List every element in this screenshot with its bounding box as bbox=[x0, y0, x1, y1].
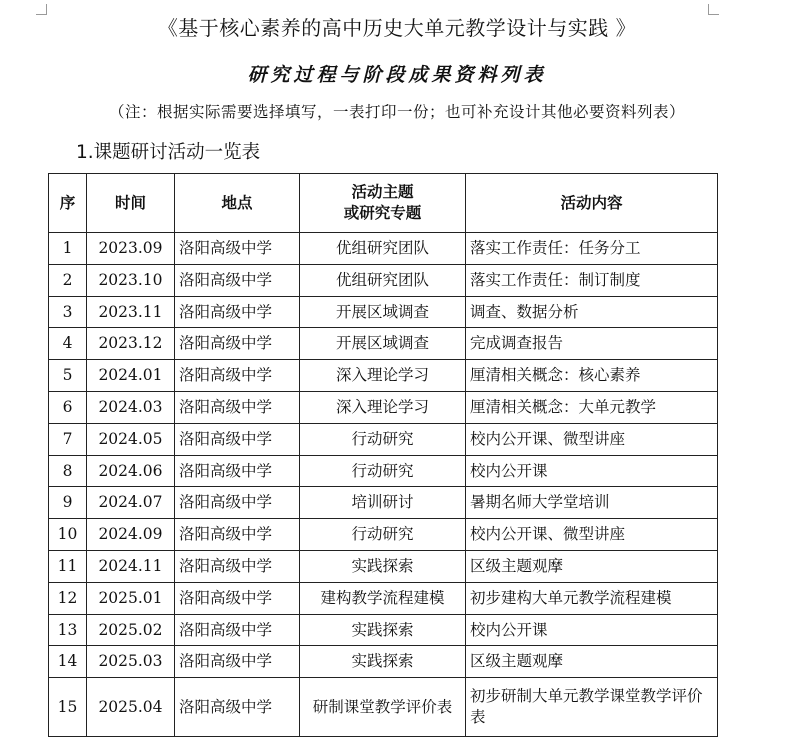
cell-date: 2024.11 bbox=[87, 550, 175, 582]
cell-place: 洛阳高级中学 bbox=[175, 296, 300, 328]
cell-theme: 优组研究团队 bbox=[300, 264, 466, 296]
cell-date: 2024.05 bbox=[87, 423, 175, 455]
cell-content: 调查、数据分析 bbox=[466, 296, 718, 328]
cell-content: 初步建构大单元教学流程建模 bbox=[466, 582, 718, 614]
cell-content: 初步研制大单元教学课堂教学评价表 bbox=[466, 678, 718, 737]
cell-date: 2025.01 bbox=[87, 582, 175, 614]
cell-no: 15 bbox=[49, 678, 87, 737]
cell-theme: 行动研究 bbox=[300, 455, 466, 487]
cell-place: 洛阳高级中学 bbox=[175, 646, 300, 678]
header-theme bbox=[300, 174, 466, 233]
cell-content: 校内公开课 bbox=[466, 455, 718, 487]
cell-date: 2024.06 bbox=[87, 455, 175, 487]
cell-content: 落实工作责任：制订制度 bbox=[466, 264, 718, 296]
header-content: 活动内容 bbox=[466, 174, 718, 233]
table-row bbox=[49, 423, 718, 455]
cell-place: 洛阳高级中学 bbox=[175, 519, 300, 551]
cell-theme: 开展区域调查 bbox=[300, 296, 466, 328]
cell-place: 洛阳高级中学 bbox=[175, 264, 300, 296]
table-row bbox=[49, 582, 718, 614]
cell-place: 洛阳高级中学 bbox=[175, 455, 300, 487]
cell-place: 洛阳高级中学 bbox=[175, 360, 300, 392]
cell-no: 10 bbox=[49, 519, 87, 551]
cell-theme: 研制课堂教学评价表 bbox=[300, 678, 466, 737]
cell-no: 6 bbox=[49, 391, 87, 423]
cell-place: 洛阳高级中学 bbox=[175, 423, 300, 455]
cell-date: 2023.11 bbox=[87, 296, 175, 328]
document-subtitle: 研究过程与阶段成果资料列表 bbox=[247, 64, 547, 86]
cell-theme: 行动研究 bbox=[300, 519, 466, 551]
cell-date: 2025.03 bbox=[87, 646, 175, 678]
cell-no: 4 bbox=[49, 328, 87, 360]
cell-no: 9 bbox=[49, 487, 87, 519]
cell-place: 洛阳高级中学 bbox=[175, 614, 300, 646]
table-row bbox=[49, 646, 718, 678]
fill-instructions-note: （注：根据实际需要选择填写，一表打印一份；也可补充设计其他必要资料列表） bbox=[108, 103, 685, 121]
cell-theme: 实践探索 bbox=[300, 614, 466, 646]
cell-date: 2025.04 bbox=[87, 678, 175, 737]
section-title: 1.课题研讨活动一览表 bbox=[76, 142, 261, 163]
cell-date: 2023.12 bbox=[87, 328, 175, 360]
header-date: 时间 bbox=[87, 174, 175, 233]
cell-place: 洛阳高级中学 bbox=[175, 328, 300, 360]
table-row bbox=[49, 678, 718, 737]
header-no: 序 bbox=[49, 174, 87, 233]
cell-date: 2025.02 bbox=[87, 614, 175, 646]
cell-no: 12 bbox=[49, 582, 87, 614]
cell-date: 2024.07 bbox=[87, 487, 175, 519]
cell-content: 区级主题观摩 bbox=[466, 550, 718, 582]
cell-theme: 实践探索 bbox=[300, 550, 466, 582]
cell-no: 14 bbox=[49, 646, 87, 678]
cell-no: 1 bbox=[49, 233, 87, 265]
cell-theme: 实践探索 bbox=[300, 646, 466, 678]
cell-no: 7 bbox=[49, 423, 87, 455]
cell-date: 2024.01 bbox=[87, 360, 175, 392]
cell-place: 洛阳高级中学 bbox=[175, 391, 300, 423]
cell-place: 洛阳高级中学 bbox=[175, 550, 300, 582]
cell-place: 洛阳高级中学 bbox=[175, 582, 300, 614]
cell-content: 完成调查报告 bbox=[466, 328, 718, 360]
table-row bbox=[49, 487, 718, 519]
cell-no: 11 bbox=[49, 550, 87, 582]
cell-no: 13 bbox=[49, 614, 87, 646]
table-row bbox=[49, 233, 718, 265]
table-header-row bbox=[49, 174, 718, 233]
table-row bbox=[49, 296, 718, 328]
table-row bbox=[49, 328, 718, 360]
table-row bbox=[49, 391, 718, 423]
cell-theme: 深入理论学习 bbox=[300, 360, 466, 392]
cell-content: 校内公开课、微型讲座 bbox=[466, 423, 718, 455]
cell-theme: 深入理论学习 bbox=[300, 391, 466, 423]
activity-table bbox=[48, 173, 718, 737]
cell-theme: 开展区域调查 bbox=[300, 328, 466, 360]
cell-content: 厘清相关概念：核心素养 bbox=[466, 360, 718, 392]
cell-content: 区级主题观摩 bbox=[466, 646, 718, 678]
cell-no: 8 bbox=[49, 455, 87, 487]
header-place: 地点 bbox=[175, 174, 300, 233]
cell-theme: 行动研究 bbox=[300, 423, 466, 455]
table-row bbox=[49, 455, 718, 487]
cell-place: 洛阳高级中学 bbox=[175, 678, 300, 737]
cell-theme: 建构教学流程建模 bbox=[300, 582, 466, 614]
table-row bbox=[49, 360, 718, 392]
cell-date: 2023.09 bbox=[87, 233, 175, 265]
cell-theme: 培训研讨 bbox=[300, 487, 466, 519]
cell-date: 2024.09 bbox=[87, 519, 175, 551]
cell-no: 2 bbox=[49, 264, 87, 296]
cell-place: 洛阳高级中学 bbox=[175, 233, 300, 265]
header-theme-line1: 活动主题 bbox=[351, 182, 414, 202]
document-title: 《基于核心素养的高中历史大单元教学设计与实践 》 bbox=[157, 16, 637, 40]
cell-no: 3 bbox=[49, 296, 87, 328]
cell-date: 2023.10 bbox=[87, 264, 175, 296]
cell-content: 校内公开课、微型讲座 bbox=[466, 519, 718, 551]
table-row bbox=[49, 614, 718, 646]
cell-no: 5 bbox=[49, 360, 87, 392]
cell-date: 2024.03 bbox=[87, 391, 175, 423]
cell-content: 落实工作责任：任务分工 bbox=[466, 233, 718, 265]
cell-content: 校内公开课 bbox=[466, 614, 718, 646]
cell-theme: 优组研究团队 bbox=[300, 233, 466, 265]
cell-place: 洛阳高级中学 bbox=[175, 487, 300, 519]
table-row bbox=[49, 519, 718, 551]
cell-content: 暑期名师大学堂培训 bbox=[466, 487, 718, 519]
table-row bbox=[49, 550, 718, 582]
cell-content: 厘清相关概念：大单元教学 bbox=[466, 391, 718, 423]
table-row bbox=[49, 264, 718, 296]
header-theme-line2: 或研究专题 bbox=[343, 203, 422, 222]
